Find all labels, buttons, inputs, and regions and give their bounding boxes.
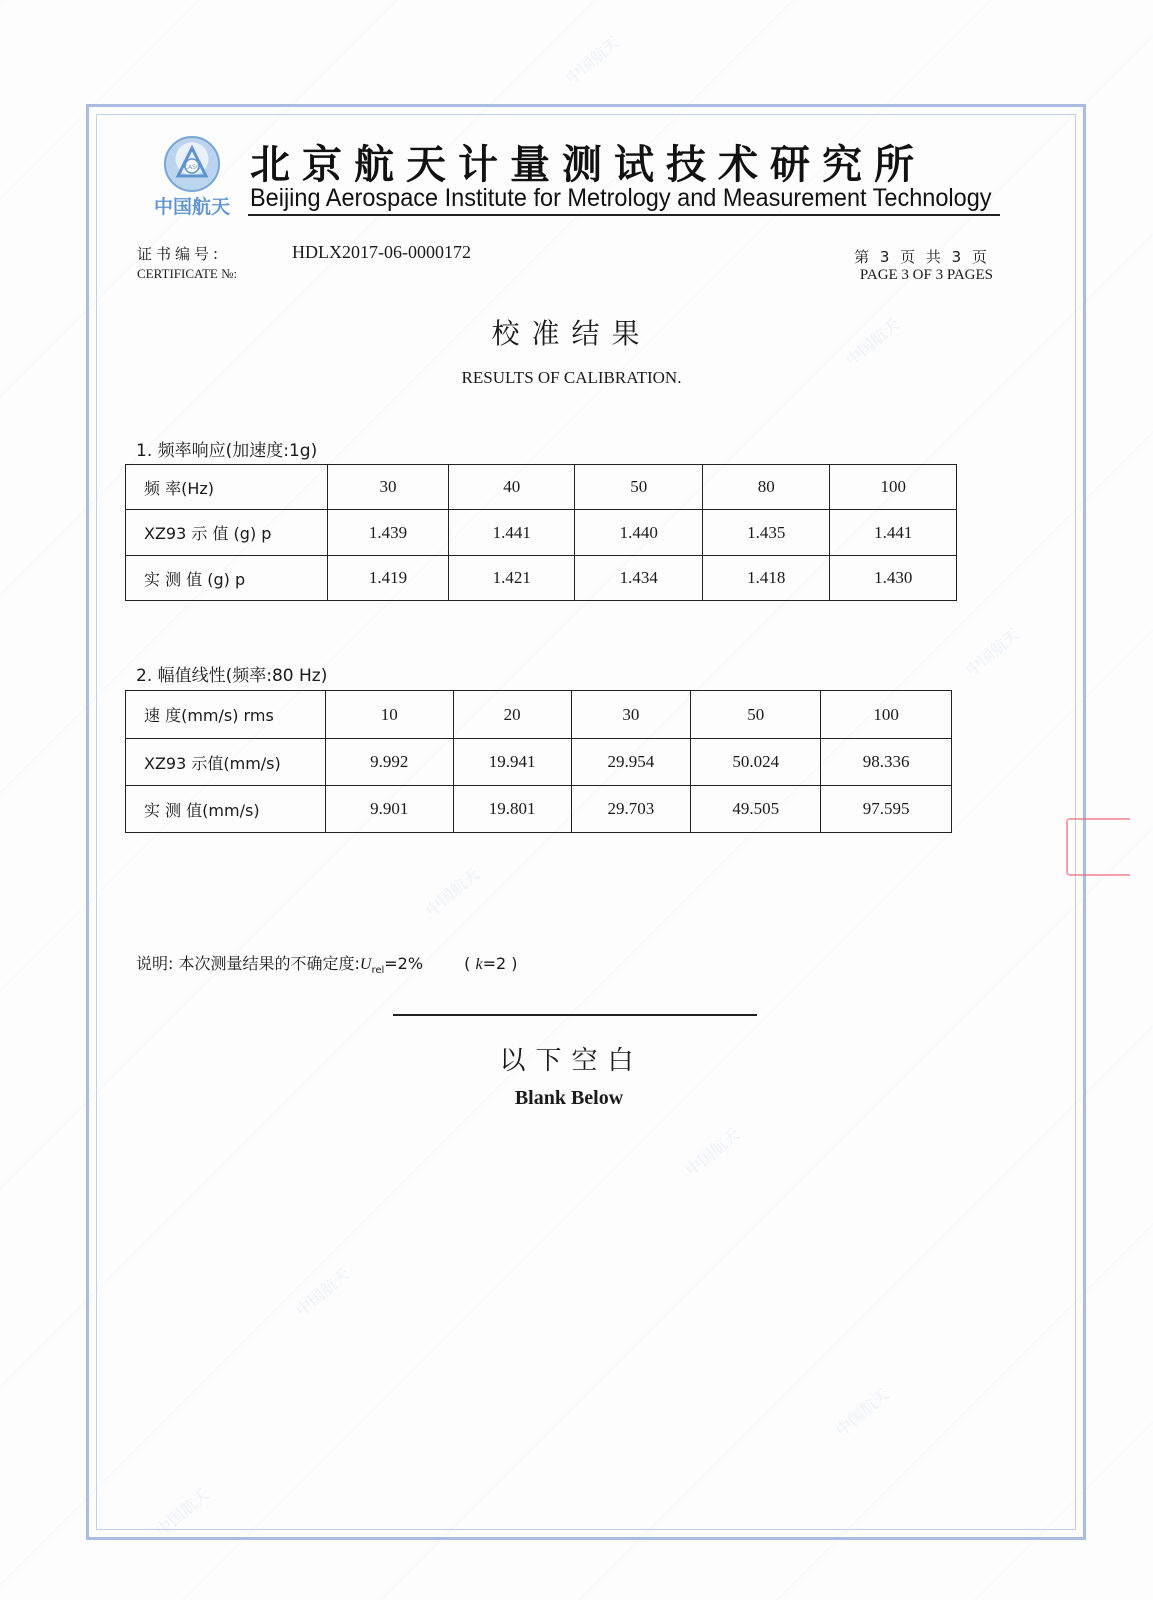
institute-title-cn: 北京航天计量测试技术研究所 [250, 142, 926, 188]
table-cell: 1.430 [830, 556, 957, 601]
row-label: 速 度(mm/s) rms [126, 691, 326, 739]
table-cell: 1.441 [448, 510, 575, 556]
table-cell: 29.703 [571, 786, 691, 833]
watermark: 中国航天 [152, 1484, 214, 1541]
table-cell: 20 [453, 691, 571, 739]
uncertainty-note [136, 951, 518, 976]
table-cell: 1.441 [830, 510, 957, 556]
watermark: 中国航天 [842, 314, 904, 371]
title-underline [248, 214, 1000, 216]
watermark: 中国航天 [422, 864, 484, 921]
table-cell: 30 [571, 691, 691, 739]
results-heading-en: RESULTS OF CALIBRATION. [461, 368, 682, 387]
table-cell: 1.434 [575, 556, 702, 601]
uncertainty-symbol: U [359, 956, 372, 973]
table-cell: 50 [691, 691, 821, 739]
table-cell: 9.992 [325, 739, 453, 786]
section-1-title: 1. 频率响应(加速度:1g) [136, 441, 318, 461]
watermark: 中国航天 [962, 624, 1024, 681]
coverage-open: ( [464, 954, 471, 973]
certificate-label-en: CERTIFICATE №: [137, 266, 238, 281]
table-cell: 50 [575, 465, 702, 510]
certificate-label-cn: 证书编号: [137, 245, 223, 263]
table-cell: 1.419 [328, 556, 449, 601]
row-label: 实 测 值(mm/s) [126, 786, 326, 833]
table-cell: 1.418 [702, 556, 829, 601]
table-cell: 98.336 [821, 739, 952, 786]
table-row [126, 739, 952, 786]
table-cell: 1.439 [328, 510, 449, 556]
table-cell: 1.435 [702, 510, 829, 556]
table-cell: 1.440 [575, 510, 702, 556]
table-row [126, 556, 957, 601]
institute-title-en: Beijing Aerospace Institute for Metrology and Measurement Technology [250, 184, 992, 212]
table-cell: 97.595 [821, 786, 952, 833]
table-cell: 30 [328, 465, 449, 510]
logo-text: 中国航天 [153, 196, 230, 218]
table-cell: 9.901 [325, 786, 453, 833]
table-row [126, 465, 957, 510]
certificate-number: HDLX2017-06-0000172 [292, 242, 471, 262]
blank-below-en: Blank Below [514, 1087, 624, 1109]
table-cell: 19.801 [453, 786, 571, 833]
results-heading-cn: 校准结果 [491, 317, 652, 350]
blank-below-cn: 以下空白 [499, 1046, 644, 1076]
section-2-title: 2. 幅值线性(频率:80 Hz) [136, 666, 328, 686]
uncertainty-subscript: rel [371, 965, 385, 977]
coverage-close: ) [511, 954, 518, 973]
casc-logo [148, 136, 236, 222]
uncertainty-value: =2% [384, 954, 424, 973]
table-row [126, 691, 952, 739]
table-row [126, 786, 952, 833]
table-cell: 10 [325, 691, 453, 739]
frequency-response-table [125, 464, 957, 601]
table-cell: 29.954 [571, 739, 691, 786]
table-cell: 100 [830, 465, 957, 510]
table-cell: 49.505 [691, 786, 821, 833]
coverage-value: =2 [482, 954, 507, 973]
watermark: 中国航天 [832, 1384, 894, 1441]
blank-divider [393, 1014, 757, 1016]
page-indicator-en: PAGE 3 OF 3 PAGES [859, 267, 993, 283]
table-cell: 80 [702, 465, 829, 510]
amplitude-linearity-table [125, 690, 952, 833]
watermark: 中国航天 [562, 32, 624, 89]
seal-stamp-fragment [1066, 818, 1130, 876]
row-label: XZ93 示 值 (g) p [126, 510, 328, 556]
row-label: 频 率(Hz) [126, 465, 328, 510]
table-row [126, 510, 957, 556]
row-label: XZ93 示值(mm/s) [126, 739, 326, 786]
table-cell: 19.941 [453, 739, 571, 786]
note-prefix: 说明: 本次测量结果的不确定度: [136, 954, 360, 973]
row-label: 实 测 值 (g) p [126, 556, 328, 601]
coverage-symbol: k [475, 956, 483, 973]
casc-mark-text: CASC [183, 164, 201, 171]
page-indicator-cn: 第 3 页 共 3 页 [854, 248, 990, 266]
table-cell: 50.024 [691, 739, 821, 786]
table-cell: 40 [448, 465, 575, 510]
casc-emblem-icon [164, 136, 220, 192]
table-cell: 100 [821, 691, 952, 739]
table-cell: 1.421 [448, 556, 575, 601]
watermark: 中国航天 [292, 1264, 354, 1321]
watermark: 中国航天 [682, 1124, 744, 1181]
